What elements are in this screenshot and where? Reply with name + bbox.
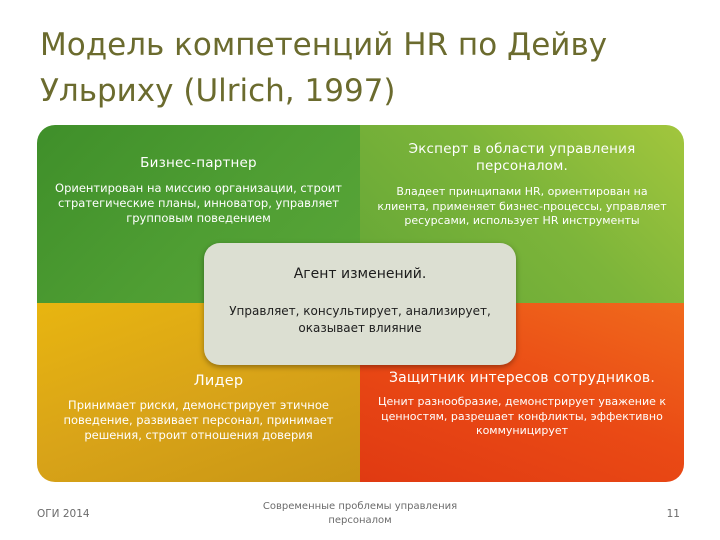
slide-title-line-1: Модель компетенций HR по Дейву — [40, 27, 608, 63]
footer-organization: ОГИ 2014 — [37, 508, 90, 520]
quadrant-title: Лидер — [193, 373, 244, 389]
page-number: 11 — [666, 508, 680, 520]
quadrant-title: Эксперт в области управления персоналом. — [408, 141, 636, 174]
slide-title-line-2: Ульриху (Ulrich, 1997) — [40, 73, 396, 109]
quadrant-description: Владеет принципами HR, ориентирован на клиента, применяет бизнес-процессы, управляет ресурсами, использует HR инструменты — [377, 185, 667, 227]
quadrant-title: Защитник интересов сотрудников. — [388, 370, 656, 386]
quadrant-description: Ориентирован на миссию организации, строит стратегические планы, инноватор, управляет групповым поведением — [55, 181, 342, 225]
slide-title — [40, 22, 680, 114]
center-box-change-agent — [204, 243, 516, 365]
quadrant-description: Принимает риски, демонстрирует этичное поведение, развивает персонал, принимает решения, строит отношения доверия — [63, 398, 334, 442]
footer-course-title: Современные проблемы управления персоналом — [262, 501, 458, 526]
center-box-title: Агент изменений. — [293, 266, 427, 282]
quadrant-description: Ценит разнообразие, демонстрирует уважение к ценностям, разрешает конфликты, эффективно коммуницирует — [377, 395, 667, 437]
center-box-description: Управляет, консультирует, анализирует, оказывает влияние — [229, 304, 491, 335]
quadrant-title: Бизнес-партнер — [140, 155, 257, 171]
